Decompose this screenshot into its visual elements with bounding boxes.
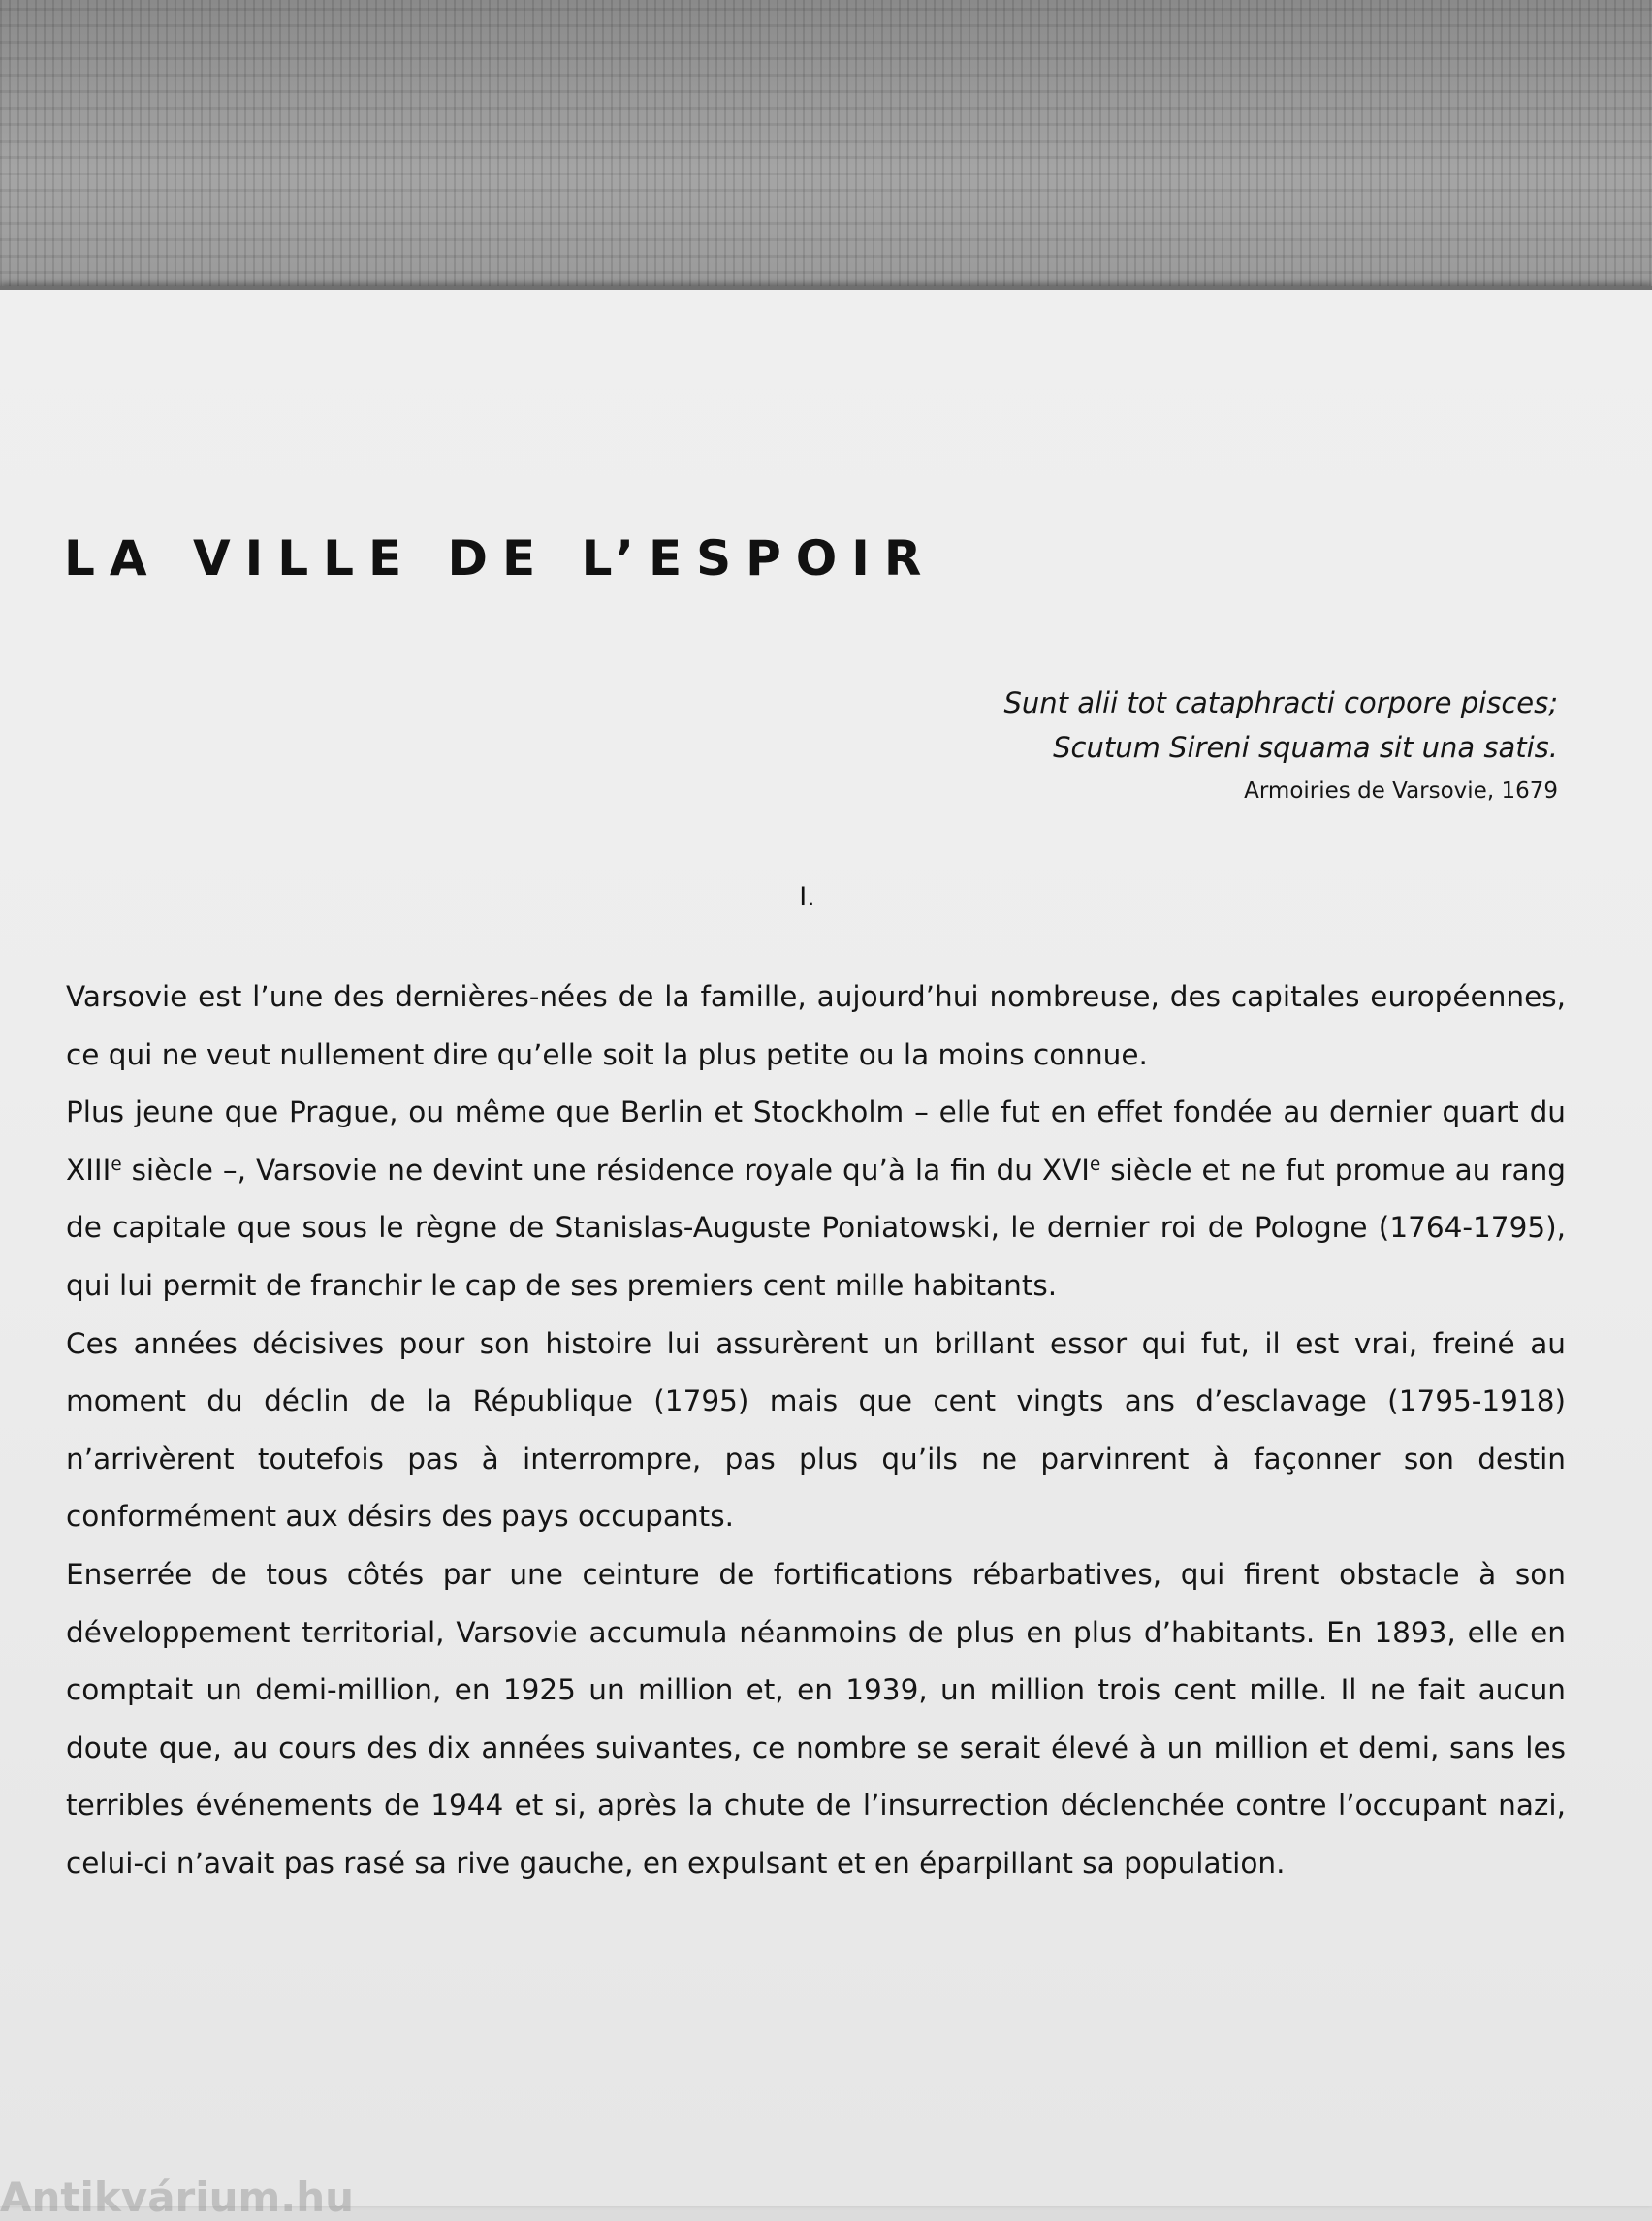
- epigraph-line-1: Sunt alii tot cataphracti corpore pisces;: [1003, 686, 1558, 719]
- body-text: [66, 968, 1566, 1893]
- background-surface: [0, 0, 1652, 291]
- epigraph-line-2: Scutum Sireni squama sit una satis.: [1053, 731, 1558, 764]
- superscript-e-1: e: [111, 1154, 122, 1175]
- section-number: I.: [799, 882, 815, 912]
- book-page: [0, 286, 1652, 2206]
- paragraph-1: Varsovie est l’une des dernières-nées de la famille, aujourd’hui nombreuse, des capitales européennes, ce qui ne veut nullement dire qu’elle soit la plus petite ou la moins connue.: [66, 980, 1566, 1071]
- epigraph: [1003, 681, 1558, 810]
- epigraph-source: Armoiries de Varsovie, 1679: [1244, 778, 1558, 804]
- paragraph-3: Ces années décisives pour son histoire lui assurèrent un brillant essor qui fut, il est vrai, freiné au moment du déclin de la République (1795) mais que cent vingts ans d’esclavage (1795-1918) n’arrivèrent toutefois pas à interrompre, pas plus qu’ils ne parvinrent à façonner son destin conformément aux désirs des pays occupants.: [66, 1326, 1566, 1534]
- paragraph-2-part-b: siècle –, Varsovie ne devint une résidence royale qu’à la fin du XVI: [121, 1153, 1090, 1187]
- paragraph-2: [66, 1084, 1566, 1315]
- page-title: LA VILLE DE L’ESPOIR: [64, 530, 937, 587]
- paragraph-4: Enserrée de tous côtés par une ceinture de fortifications rébarbatives, qui firent obstacle à son développement territorial, Varsovie accumula néanmoins de plus en plus d’habitants. En 1893, elle en comptait un demi-million, en 1925 un million et, en 1939, un million trois cent mille. Il ne fait aucun doute que, au cours des dix années suivantes, ce nombre se serait élevé à un million et demi, sans les terribles événements de 1944 et si, après la chute de l’insurrection déclenchée contre l’occupant nazi, celui-ci n’avait pas rasé sa rive gauche, en expulsant et en éparpillant sa population.: [66, 1557, 1566, 1880]
- watermark: Antikvárium.hu: [0, 2173, 355, 2221]
- paragraph-2-part-c: siècle et ne fut promue au rang de capitale que sous le règne de Stanislas-Auguste Poniatowski, le dernier roi de Pologne (1764-1795), qui lui permit de franchir le cap de ses premiers cent mille habitants.: [66, 1153, 1567, 1302]
- superscript-e-2: e: [1090, 1154, 1101, 1175]
- paragraph-2-part-a: Plus jeune que Prague, ou même que Berlin et Stockholm – elle fut en effet fondée au dernier quart du XIII: [66, 1095, 1566, 1187]
